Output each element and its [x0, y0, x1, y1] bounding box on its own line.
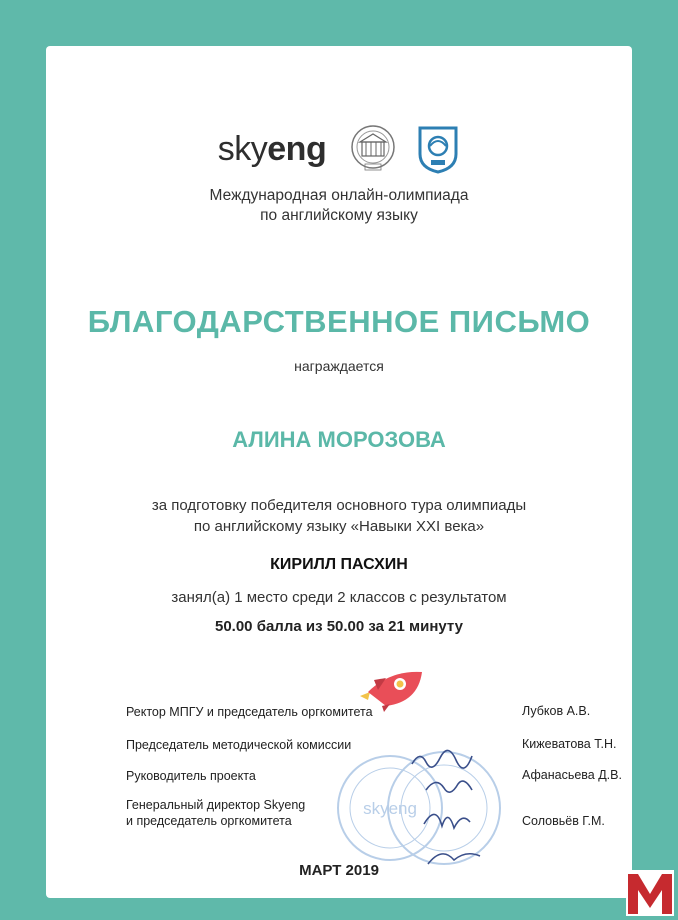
- stamp-text: skyeng: [363, 799, 417, 818]
- signer-name-rector: Лубков А.В.: [522, 704, 591, 718]
- signer-role-methodical: Председатель методической комиссии: [126, 738, 352, 752]
- award-reason: за подготовку победителя основного тура олимпиады по английскому языку «Навыки XXI века»: [151, 497, 527, 535]
- certificate-title: БЛАГОДАРСТВЕННОЕ ПИСЬМО: [87, 304, 591, 339]
- signer-role-rector: Ректор МПГУ и председатель оргкомитета: [126, 705, 373, 719]
- score-text: 50.00 балла из 50.00 за 21 минуту: [214, 618, 463, 635]
- certificate-sheet: [46, 46, 632, 898]
- issue-date: МАРТ 2019: [299, 862, 379, 879]
- signer-role-ceo: Генеральный директор Skyeng и председатель оргкомитета: [126, 798, 306, 828]
- signer-name-methodical: Кижеватова Т.Н.: [522, 737, 617, 751]
- olympiad-name: Международная онлайн-олимпиада по английскому языку: [209, 187, 469, 224]
- recipient-name: АЛИНА МОРОЗОВА: [232, 427, 446, 452]
- awarded-label: награждается: [294, 358, 384, 374]
- signer-role-project-lead: Руководитель проекта: [126, 769, 256, 783]
- student-name: КИРИЛЛ ПАСХИН: [270, 556, 408, 573]
- logo-bar: [46, 124, 632, 174]
- corner-m-logo: [626, 870, 674, 916]
- signer-name-project-lead: Афанасьева Д.В.: [522, 768, 622, 782]
- signer-name-ceo: Соловьёв Г.М.: [522, 814, 605, 828]
- place-text: занял(а) 1 место среди 2 классов с результатом: [171, 589, 507, 606]
- skyeng-logo: skyeng: [217, 129, 327, 168]
- signature-marks: [406, 746, 506, 876]
- mpgu-emblem-icon: [350, 124, 396, 174]
- tgu-shield-icon: [416, 124, 460, 174]
